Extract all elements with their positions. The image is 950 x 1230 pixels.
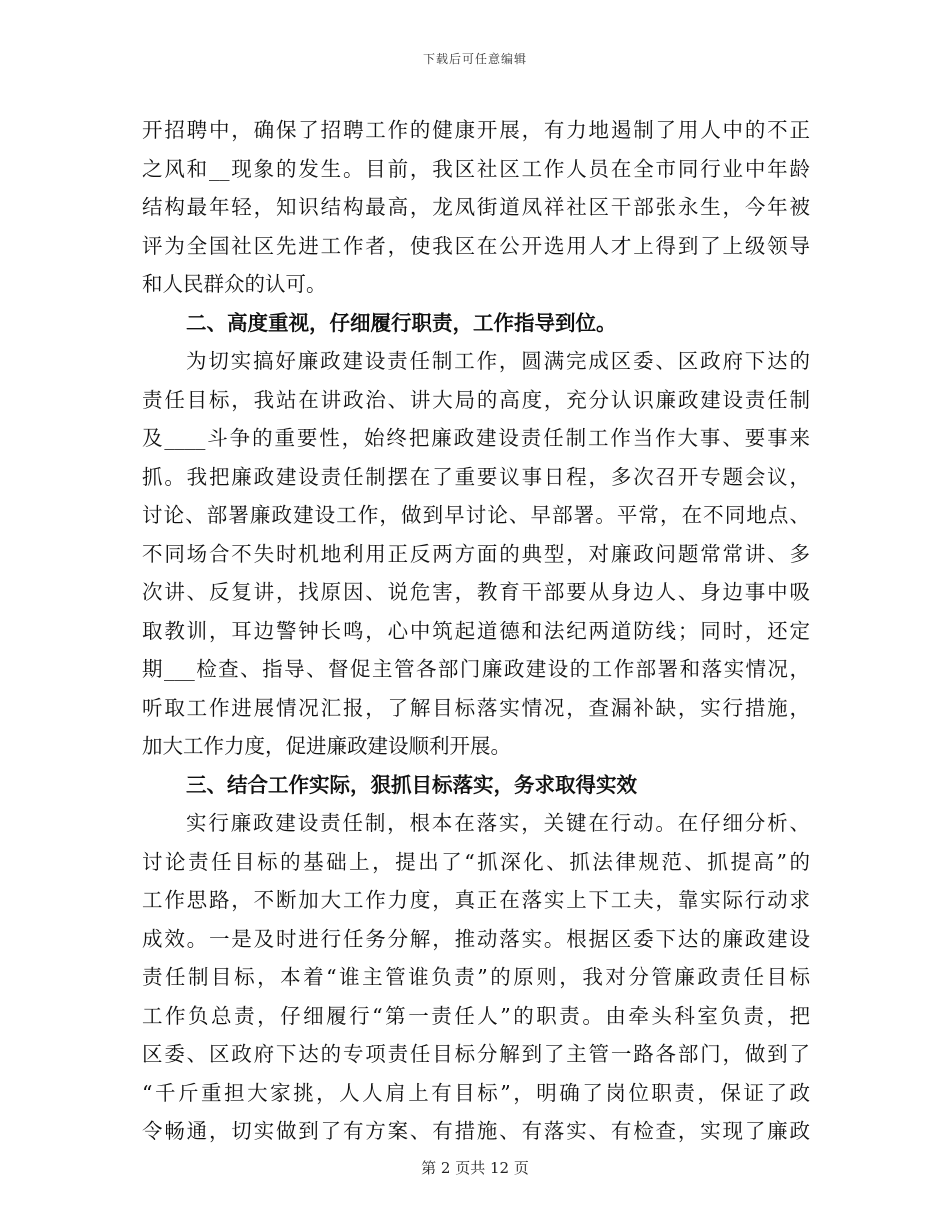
- text-line: 期___检查、指导、督促主管各部门廉政建设的工作部署和落实情况，: [142, 657, 810, 681]
- text-line: 和人民群众的认可。: [142, 272, 327, 296]
- text-line: “千斤重担大家挑，人人肩上有目标”，明确了岗位职责，保证了政: [142, 1080, 810, 1105]
- document-body: [142, 111, 810, 1151]
- page-header: 下载后可任意编辑: [422, 52, 527, 66]
- text-line: 成效。一是及时进行任务分解，推动落实。根据区委下达的廉政建设: [142, 926, 810, 951]
- text-line: 工作思路，不断加大工作力度，真正在落实上下工夫，靠实际行动求: [142, 888, 810, 912]
- text-line: 评为全国社区先进工作者，使我区在公开选用人才上得到了上级领导: [142, 233, 810, 258]
- text-line: 工作负总责，仔细履行“第一责任人”的职责。由牵头科室负责，把: [142, 1003, 810, 1028]
- text-line: 讨论责任目标的基础上，提出了“抓深化、抓法律规范、抓提高”的: [142, 849, 810, 874]
- section-heading: 三、结合工作实际，狠抓目标落实，务求取得实效: [186, 772, 637, 797]
- text-line: 实行廉政建设责任制，根本在落实，关键在行动。在仔细分析、: [186, 811, 810, 835]
- text-line: 讨论、部署廉政建设工作，做到早讨论、早部署。平常，在不同地点、: [142, 503, 810, 527]
- section-heading: 二、高度重视，仔细履行职责，工作指导到位。: [186, 310, 617, 335]
- text-line: 不同场合不失时机地利用正反两方面的典型，对廉政问题常常讲、多: [142, 541, 810, 566]
- text-line: 及____斗争的重要性，始终把廉政建设责任制工作当作大事、要事来: [142, 426, 810, 450]
- text-line: 取教训，耳边警钟长鸣，心中筑起道德和法纪两道防线；同时，还定: [142, 618, 810, 643]
- text-line: 为切实搞好廉政建设责任制工作，圆满完成区委、区政府下达的: [186, 349, 810, 373]
- text-line: 次讲、反复讲，找原因、说危害，教育干部要从身边人、身边事中吸: [142, 580, 810, 604]
- text-line: 开招聘中，确保了招聘工作的健康开展，有力地遏制了用人中的不正: [142, 118, 810, 142]
- text-line: 抓。我把廉政建设责任制摆在了重要议事日程，多次召开专题会议，: [142, 464, 810, 489]
- text-line: 结构最年轻，知识结构最高，龙凤街道凤祥社区干部张永生，今年被: [142, 195, 810, 219]
- text-line: 加大工作力度，促进廉政建设顺利开展。: [142, 734, 511, 758]
- text-line: 责任制目标，本着“谁主管谁负责”的原则，我对分管廉政责任目标: [142, 965, 810, 989]
- text-line: 令畅通，切实做到了有方案、有措施、有落实、有检查，实现了廉政: [142, 1119, 810, 1143]
- text-line: 之风和__现象的发生。目前，我区社区工作人员在全市同行业中年龄: [142, 156, 810, 181]
- text-line: 区委、区政府下达的专项责任目标分解到了主管一路各部门，做到了: [142, 1042, 810, 1066]
- text-line: 责任目标，我站在讲政治、讲大局的高度，充分认识廉政建设责任制: [142, 387, 810, 412]
- text-line: 听取工作进展情况汇报，了解目标落实情况，查漏补缺，实行措施，: [142, 695, 810, 720]
- page-number: 第 2 页共 12 页: [421, 1159, 529, 1177]
